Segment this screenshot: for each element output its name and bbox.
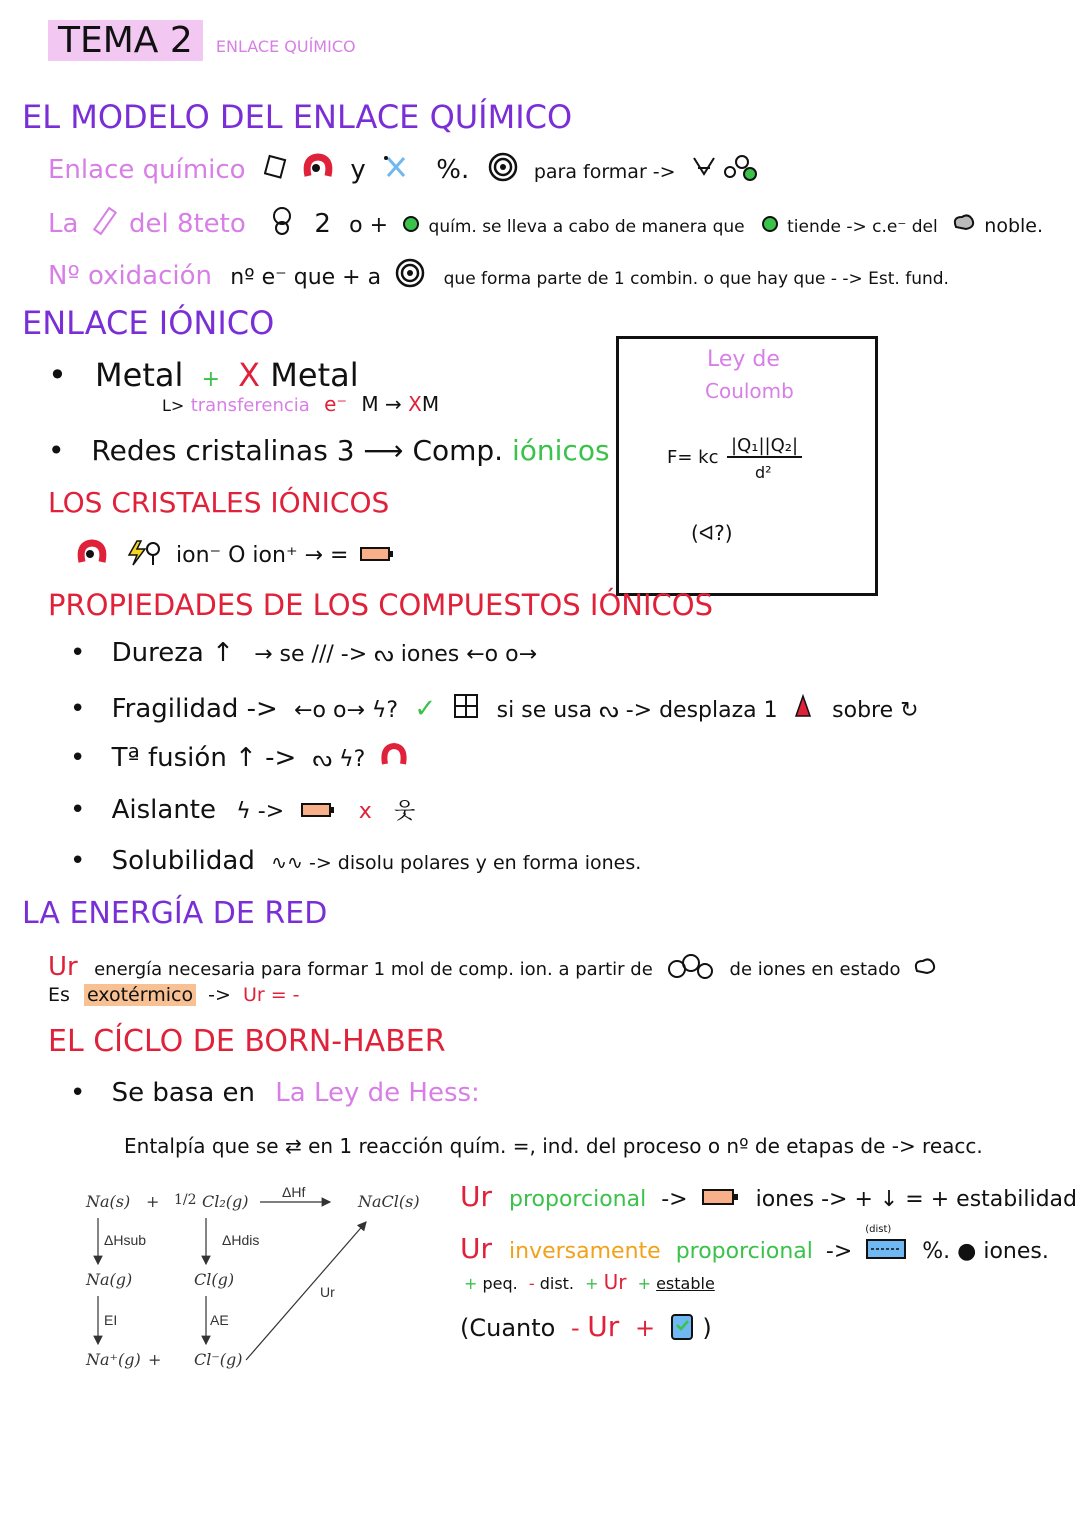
diagram-na-plus: Na⁺(g) (86, 1350, 141, 1369)
diagram-dhdis: ΔHdis (222, 1232, 260, 1248)
diagram-ur: Ur (320, 1284, 335, 1300)
cloud-icon (952, 210, 976, 240)
octeto-text: quím. se lleva a cabo de manera que (428, 217, 745, 237)
rule4-plus: + (634, 1314, 656, 1342)
dureza-label: Dureza ↑ (111, 638, 234, 668)
rule2-arrow: -> (825, 1239, 853, 1264)
rule3-c: estable (656, 1274, 715, 1293)
distance-box-icon (865, 1224, 907, 1266)
coulomb-note: (ᐊ?) (691, 521, 733, 545)
fusion-label: Tª fusión ↑ -> (111, 743, 297, 773)
section-heading-ionico: ENLACE IÓNICO (22, 304, 275, 342)
diagram-dhf: ΔHf (282, 1184, 306, 1200)
coulomb-title-1: Ley de (707, 347, 780, 372)
ley-hess-text: La Ley de Hess: (275, 1078, 480, 1108)
gas-cloud-icon (913, 957, 937, 982)
redes-text: Redes cristalinas 3 ⟶ Comp. (91, 434, 504, 467)
diagram-na-g: Na(g) (86, 1270, 133, 1289)
diagram-ei: EI (104, 1312, 118, 1328)
electron-text: e⁻ (324, 392, 348, 416)
subheading-cristales: LOS CRISTALES IÓNICOS (48, 486, 390, 519)
rule-cuanto (460, 1310, 712, 1347)
rule2-prop: proporcional (675, 1239, 813, 1264)
page-title: TEMA 2 (48, 20, 203, 61)
entalpia-line: Entalpía que se ⇄ en 1 reacción quím. =, ind. del proceso o nº de etapas de -> reacc. (124, 1134, 983, 1158)
rule3-ur: Ur (603, 1270, 627, 1294)
fragilidad-text-3: sobre ↻ (832, 698, 919, 723)
rule2-text: %. ● iones. (922, 1239, 1049, 1264)
cristales-text: ion⁻ O ion⁺ → = (176, 543, 349, 568)
metal-b: Metal (270, 356, 359, 394)
transferencia-text: transferencia (190, 395, 310, 416)
oxidacion-text-2: que forma parte de 1 combin. o que hay que - -> Est. fund. (443, 269, 949, 289)
ur-def-text-2: de iones en estado (729, 959, 901, 980)
rule-proporcional (460, 1180, 1077, 1213)
m-text: M (421, 392, 440, 416)
solubilidad-label: Solubilidad (111, 846, 255, 876)
rule1-prop: proporcional (509, 1187, 647, 1212)
dureza-text: → se /// -> ᔓ iones ←o o→ (254, 642, 538, 667)
aislante-label: Aislante (111, 795, 216, 825)
molecule-icon (690, 152, 760, 189)
person-fall-icon (790, 692, 816, 727)
section-heading-modelo: EL MODELO DEL ENLACE QUÍMICO (22, 98, 573, 136)
ur-def-text: energía necesaria para formar 1 mol de comp. ion. a partir de (94, 959, 653, 980)
grid-icon (452, 692, 480, 727)
diagram-half: 1/2 (174, 1192, 197, 1208)
ur-neg: Ur = - (242, 984, 300, 1006)
se-basa-text: Se basa en (111, 1078, 256, 1108)
rule3-p1: + (464, 1274, 478, 1293)
diagram-plus-1: + (146, 1192, 160, 1211)
diagram-cl-minus: Cl⁻(g) (194, 1350, 243, 1369)
rule4-minus: - (570, 1314, 580, 1342)
target-icon (488, 152, 518, 189)
x-red: X (408, 392, 422, 416)
rule3-p3: + (637, 1274, 651, 1293)
rule2-ur: Ur (460, 1232, 493, 1265)
rule-peq (464, 1270, 715, 1294)
para-formar-text: para formar -> (533, 161, 676, 183)
ur-label: Ur (48, 952, 78, 982)
coulomb-denominator: d² (755, 463, 772, 482)
num-2: 2 (314, 209, 331, 239)
page-subtitle: ENLACE QUÍMICO (215, 37, 356, 56)
diagram-ae: AE (210, 1312, 229, 1328)
aislante-text: ϟ -> (236, 799, 285, 824)
rule3-a: peq. (482, 1274, 518, 1293)
fragilidad-text-2: si se usa ᔓ -> desplaza 1 (496, 698, 778, 723)
metal-x: X (238, 356, 261, 394)
noble-text: noble. (984, 215, 1044, 237)
rule3-p2: + (585, 1274, 599, 1293)
rule4-ur: Ur (587, 1310, 620, 1343)
tiende-text: tiende -> c.e⁻ del (787, 217, 938, 237)
green-dot-icon-2 (761, 210, 779, 240)
rule2-dist: (dist) (865, 1224, 892, 1235)
diagram-nacl: NaCl(s) (358, 1192, 420, 1211)
rule4-open: (Cuanto (460, 1314, 556, 1342)
oxidacion-text: nº e⁻ que + a (230, 265, 382, 290)
aislante-x: x (358, 799, 372, 824)
label-enlace-quimico: Enlace químico (48, 155, 246, 185)
es-text: Es (48, 984, 70, 1006)
check-icon: ✓ (414, 694, 437, 724)
diagram-arrows (0, 0, 420, 1527)
coulomb-box (616, 336, 878, 596)
diagram-cl2: Cl₂(g) (202, 1192, 249, 1211)
diagram-dhsub: ΔHsub (104, 1232, 147, 1248)
coulomb-formula-left: F= kc (667, 447, 719, 468)
fragilidad-label: Fragilidad -> (111, 694, 278, 724)
fusion-text: ᔓ ϟ? (312, 747, 366, 772)
diagram-cl-g: Cl(g) (194, 1270, 235, 1289)
y-text: y (350, 155, 366, 185)
rule1-arrow: -> (661, 1187, 688, 1212)
sub-arrow: L> (162, 396, 185, 415)
section-heading-energia: LA ENERGÍA DE RED (22, 896, 328, 931)
fragilidad-text: ←o o→ ϟ? (294, 698, 399, 723)
battery-icon-3 (701, 1187, 741, 1213)
rule2-inv: inversamente (509, 1239, 661, 1264)
coulomb-numerator: |Q₁||Q₂| (727, 435, 802, 458)
section-heading-born-haber: EL CÍCLO DE BORN-HABER (48, 1024, 446, 1059)
label-la: La (48, 209, 79, 239)
exo-arrow: -> (208, 984, 231, 1006)
rule1-text: iones -> + ↓ = + estabilidad (755, 1187, 1077, 1212)
o-plus: o + (349, 213, 389, 238)
diagram-na-s: Na(s) (86, 1192, 131, 1211)
person-icon: 웃 (393, 799, 416, 824)
m-arrow: M → (361, 392, 409, 416)
diagram-plus-2: + (148, 1350, 162, 1369)
percent-text: %. (436, 155, 470, 185)
rule3-b: dist. (539, 1274, 575, 1293)
label-octeto: del 8teto (128, 209, 246, 239)
rule-inversamente (460, 1224, 1049, 1266)
ionicos-text: iónicos (512, 434, 610, 467)
rule3-m1: - (528, 1274, 535, 1293)
exotermico-text: exotérmico (84, 984, 196, 1006)
label-oxidacion: Nº oxidación (48, 261, 213, 291)
metal-a: Metal (95, 356, 184, 394)
atoms-cluster-icon (665, 953, 717, 986)
metal-plus: + (201, 367, 220, 392)
jar-icon (669, 1311, 695, 1347)
section-heading-propiedades: PROPIEDADES DE LOS COMPUESTOS IÓNICOS (48, 588, 714, 622)
solubilidad-text: ∿∿ -> disolu polares y en forma iones. (271, 852, 642, 874)
coulomb-title-2: Coulomb (705, 379, 794, 403)
rule1-ur: Ur (460, 1180, 493, 1213)
rule4-close: ) (702, 1314, 712, 1342)
